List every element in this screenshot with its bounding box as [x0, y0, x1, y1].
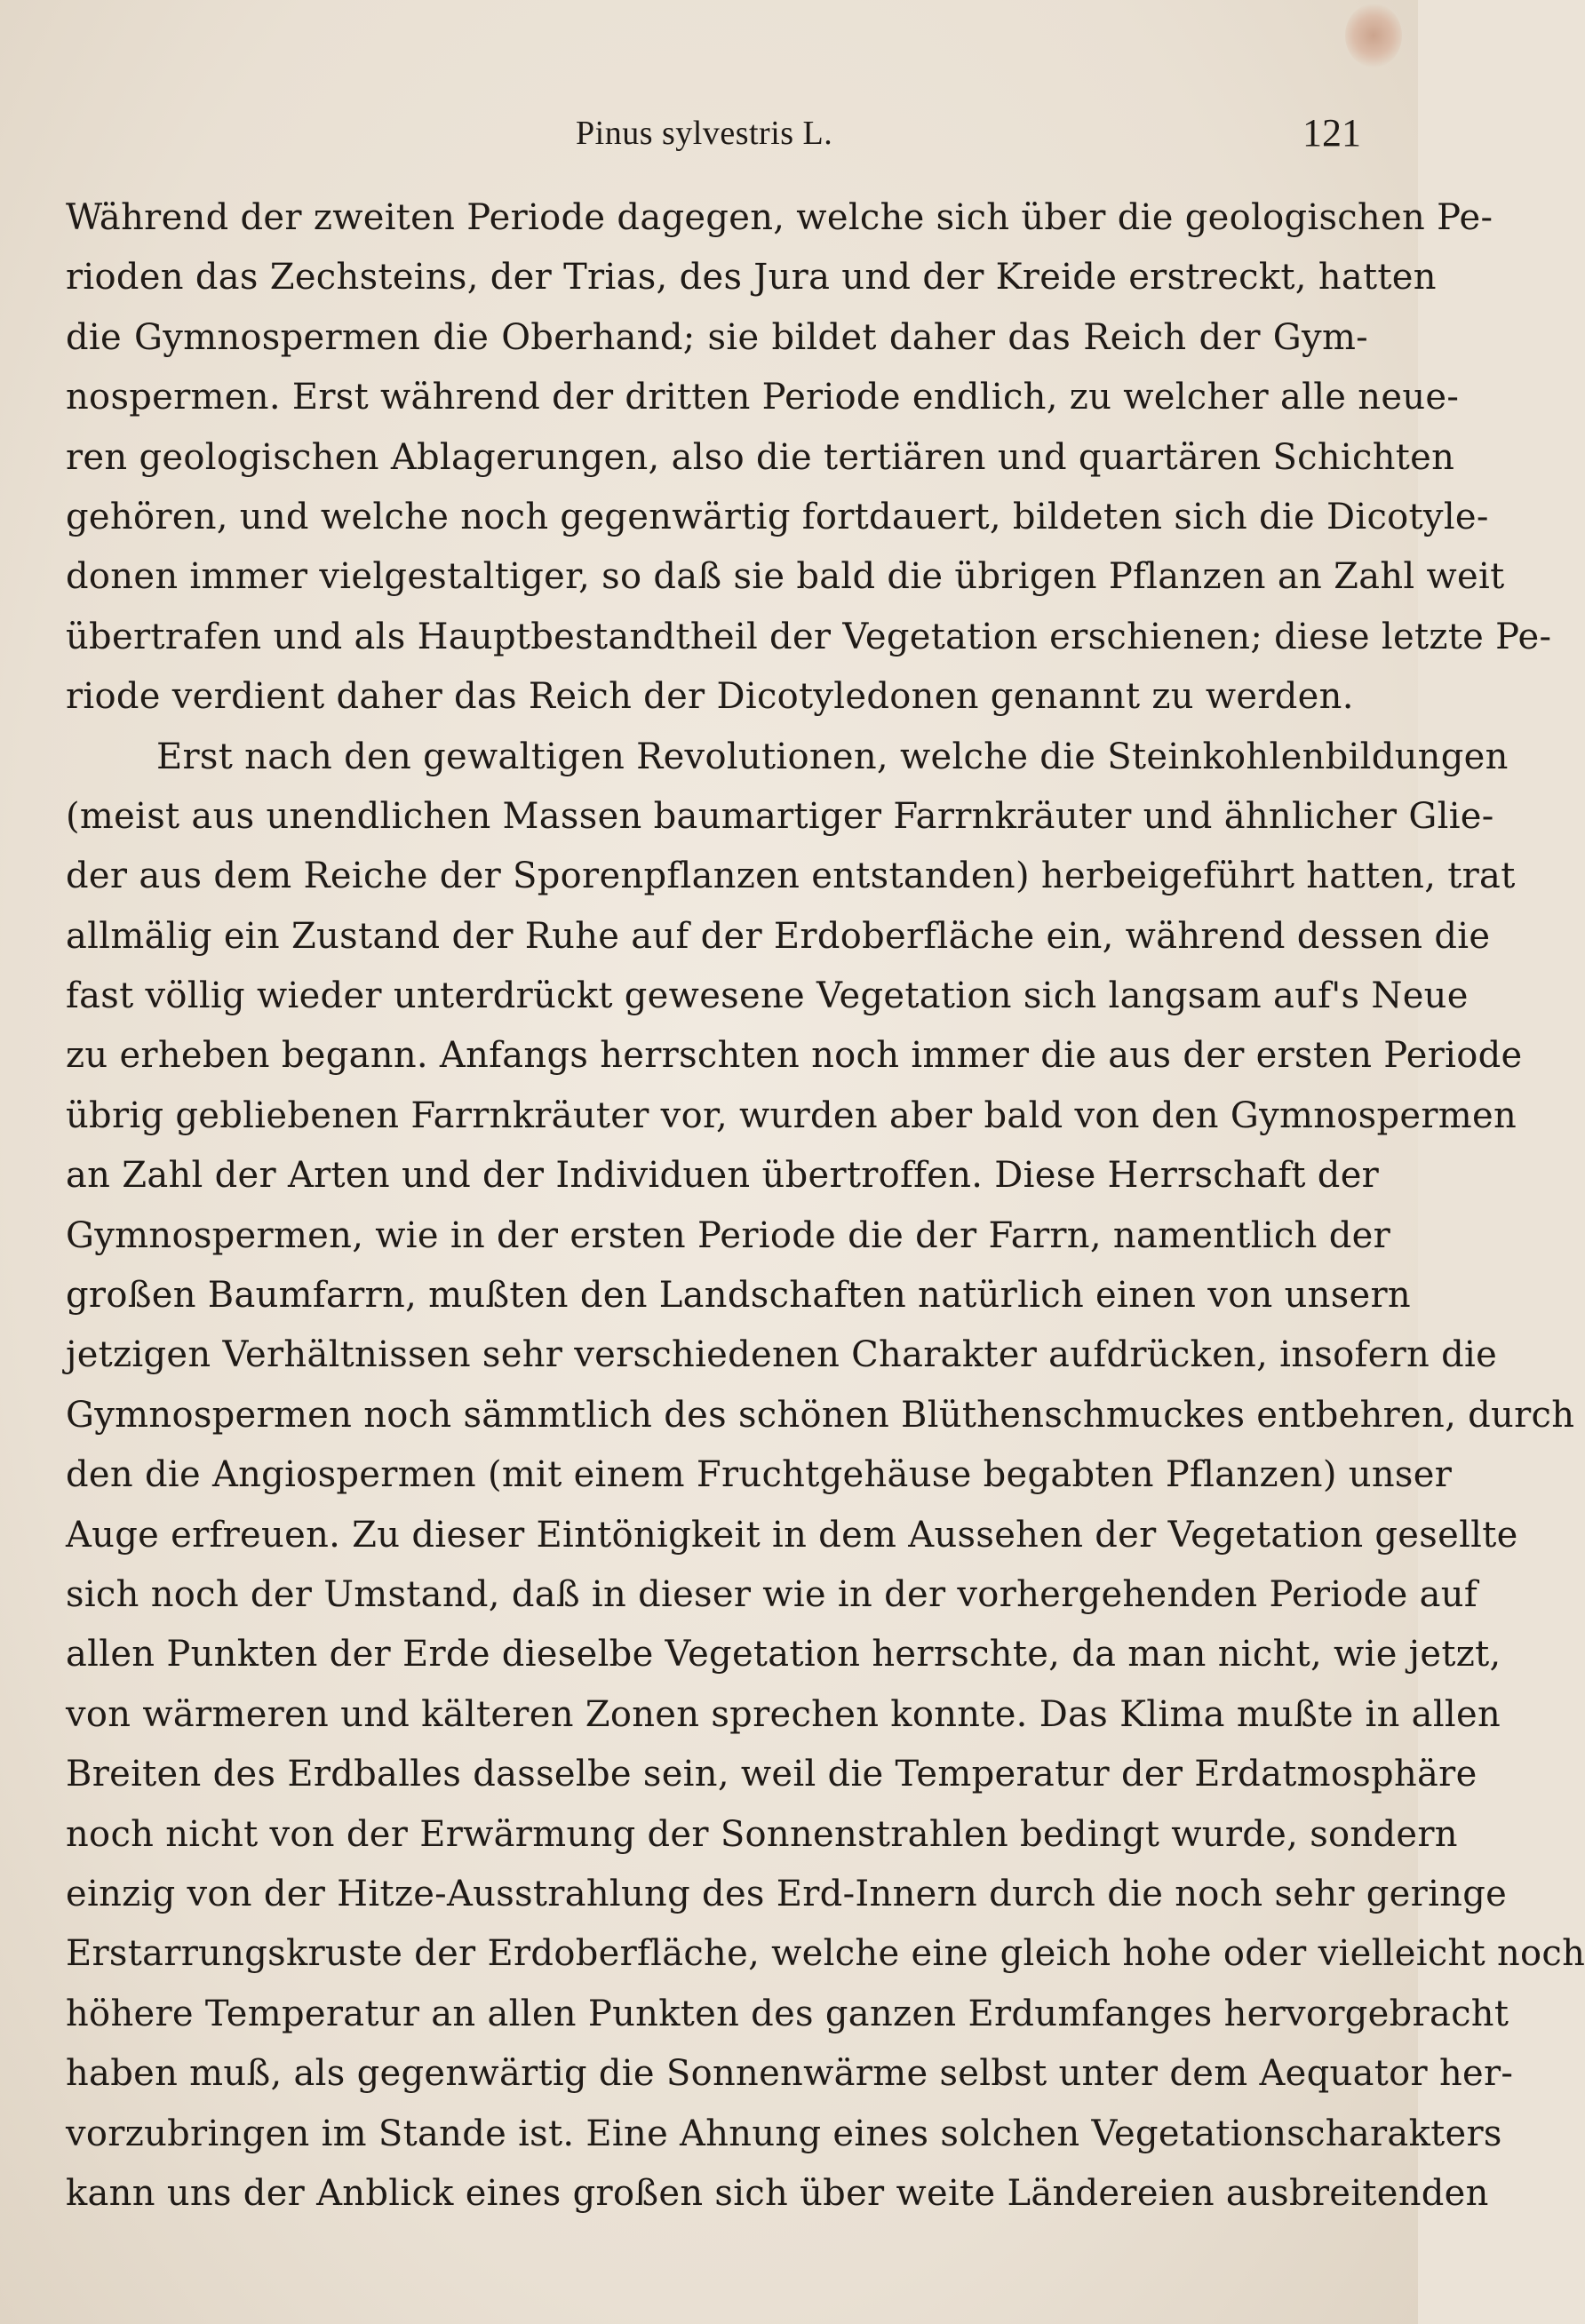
text-line: Auge erfreuen. Zu dieser Eintönigkeit in dem Aussehen der Vegetation gesellte — [66, 1514, 1518, 1556]
text-line: donen immer vielgestaltiger, so daß sie bald die übrigen Pflanzen an Zahl weit — [66, 556, 1505, 598]
text-line: sich noch der Umstand, daß in dieser wie in der vorhergehenden Periode auf — [66, 1573, 1477, 1615]
running-title: Pinus sylvestris L. — [576, 115, 833, 152]
text-line: fast völlig wieder unterdrückt gewesene Vegetation sich langsam auf's Neue — [66, 975, 1469, 1017]
text-line: großen Baumfarrn, mußten den Landschaften natürlich einen von unsern — [66, 1275, 1411, 1317]
text-line: Während der zweiten Periode dagegen, welche sich über die geologischen Pe- — [66, 197, 1493, 238]
text-line: vorzubringen im Stande ist. Eine Ahnung eines solchen Vegetationscharakters — [66, 2113, 1502, 2154]
text-line: die Gymnospermen die Oberhand; sie bildet daher das Reich der Gym- — [66, 316, 1368, 358]
body-text — [66, 188, 1585, 2224]
text-line: Erstarrungskruste der Erdoberfläche, welche eine gleich hohe oder vielleicht noch — [66, 1933, 1585, 1975]
text-line: (meist aus unendlichen Massen baumartiger Farrnkräuter und ähnlicher Glie- — [66, 795, 1494, 837]
text-line: allmälig ein Zustand der Ruhe auf der Erdoberfläche ein, während dessen die — [66, 915, 1491, 957]
text-line: Erst nach den gewaltigen Revolutionen, welche die Steinkohlenbildungen — [156, 736, 1509, 777]
text-line: nospermen. Erst während der dritten Periode endlich, zu welcher alle neue- — [66, 377, 1460, 418]
text-line: der aus dem Reiche der Sporenpflanzen entstanden) herbeigeführt hatten, trat — [66, 856, 1516, 897]
text-line: den die Angiospermen (mit einem Fruchtgehäuse begabten Pflanzen) unser — [66, 1454, 1453, 1496]
page-number: 121 — [1302, 111, 1361, 155]
text-line: jetzigen Verhältnissen sehr verschiedenen Charakter aufdrücken, insofern die — [66, 1334, 1498, 1376]
text-line: rioden das Zechsteins, der Trias, des Jura und der Kreide erstreckt, hatten — [66, 257, 1437, 298]
text-line: zu erheben begann. Anfangs herrschten noch immer die aus der ersten Periode — [66, 1035, 1523, 1077]
text-line: übrig gebliebenen Farrnkräuter vor, wurden aber bald von den Gymnospermen — [66, 1094, 1517, 1136]
paper-stain — [1345, 4, 1402, 68]
text-line: Breiten des Erdballes dasselbe sein, weil die Temperatur der Erdatmosphäre — [66, 1754, 1477, 1795]
text-line: von wärmeren und kälteren Zonen sprechen konnte. Das Klima mußte in allen — [66, 1693, 1501, 1735]
text-line: riode verdient daher das Reich der Dicotyledonen genannt zu werden. — [66, 676, 1354, 718]
text-line: Gymnospermen, wie in der ersten Periode die der Farrn, namentlich der — [66, 1214, 1390, 1256]
text-line: einzig von der Hitze-Ausstrahlung des Erd-Innern durch die noch sehr geringe — [66, 1873, 1508, 1914]
text-line: ren geologischen Ablagerungen, also die tertiären und quartären Schichten — [66, 436, 1455, 478]
text-line: übertrafen und als Hauptbestandtheil der Vegetation erschienen; diese letzte Pe- — [66, 616, 1552, 657]
text-line: Gymnospermen noch sämmtlich des schönen Blüthenschmuckes entbehren, durch — [66, 1394, 1575, 1436]
text-line: noch nicht von der Erwärmung der Sonnenstrahlen bedingt wurde, sondern — [66, 1813, 1458, 1855]
text-line: an Zahl der Arten und der Individuen übertroffen. Diese Herrschaft der — [66, 1155, 1380, 1197]
text-line: höhere Temperatur an allen Punkten des ganzen Erdumfanges hervorgebracht — [66, 1993, 1509, 2034]
text-line: kann uns der Anblick eines großen sich über weite Ländereien ausbreitenden — [66, 2172, 1489, 2214]
text-line: haben muß, als gegenwärtig die Sonnenwärme selbst unter dem Aequator her- — [66, 2053, 1514, 2095]
text-line: gehören, und welche noch gegenwärtig fortdauert, bildeten sich die Dicotyle- — [66, 496, 1489, 537]
text-line: allen Punkten der Erde dieselbe Vegetation herrschte, da man nicht, wie jetzt, — [66, 1634, 1501, 1675]
